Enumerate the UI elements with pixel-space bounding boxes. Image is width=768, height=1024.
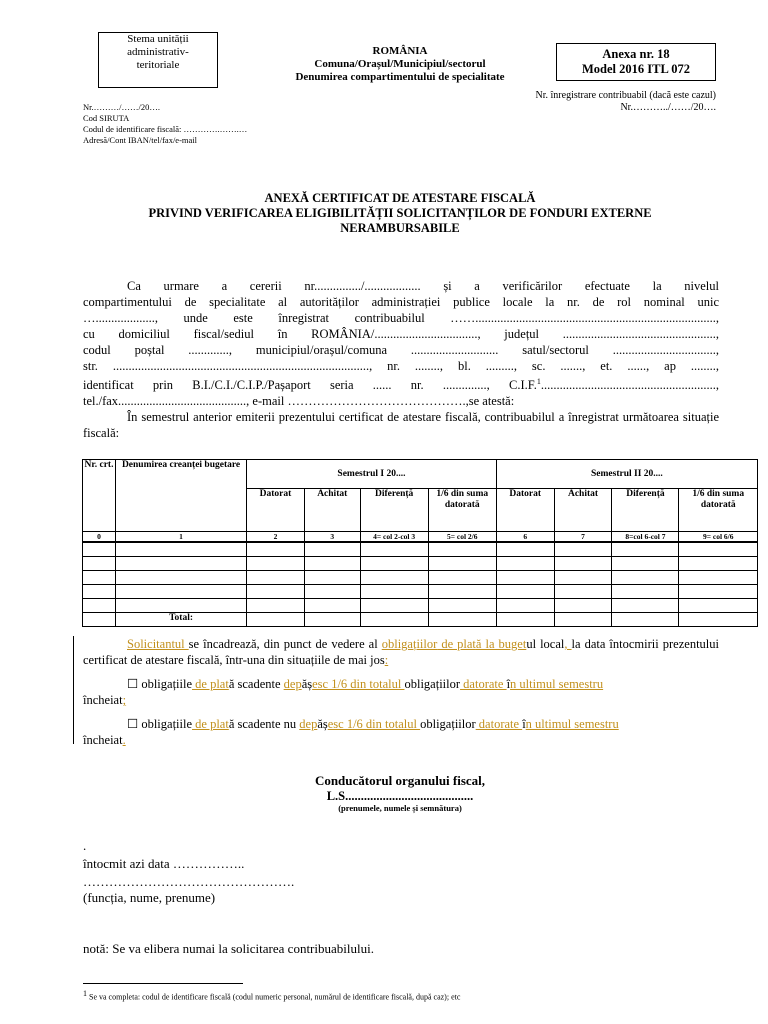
col-achitat: Achitat	[304, 489, 360, 532]
footnote-number: 1	[83, 989, 87, 998]
signature-block	[250, 773, 550, 814]
col-sixth: 1/6 din suma datorată	[428, 489, 496, 532]
body-line: cu domiciliul fiscal/sediul în ROMÂNIA/................................., județul .................................................,	[83, 327, 719, 341]
index-cell: 0	[83, 532, 116, 543]
title-line: ANEXĂ CERTIFICAT DE ATESTARE FISCALĂ	[264, 191, 536, 205]
body-line-cif	[83, 374, 719, 393]
col-sixth: 1/6 din suma datorată	[679, 489, 758, 532]
nota-line: notă: Se va elibera numai la solicitarea contribuabilului.	[83, 941, 374, 956]
semester-2-header: Semestrul II 20....	[496, 460, 757, 489]
index-row	[83, 532, 758, 543]
anexa-box	[556, 43, 716, 81]
index-cell: 6	[496, 532, 554, 543]
body-line: codul poștal ............., municipiul/orașul/comuna ............................ satul/sectorul .................................,	[83, 343, 719, 357]
issuer-address: Adresă/Cont IBAN/tel/fax/e-mail	[83, 135, 198, 145]
model-code: Model 2016 ITL 072	[582, 62, 690, 76]
eligibility-statement: Solicitantul se încadrează, din punct de vedere al obligațiilor de plată la bugetul local, la data întocmirii prezentului certificat de atestare fiscală, într-una din situațiile de mai jos:	[83, 637, 719, 667]
country-name: ROMÂNIA	[372, 45, 428, 57]
index-cell: 2	[247, 532, 305, 543]
document-title	[80, 191, 720, 236]
cif-text: identificat prin B.I./C.I./C.I.P./Pașaport seria ...... nr. .............., C.I.F.	[83, 378, 537, 393]
index-cell: 5= col 2/6	[428, 532, 496, 543]
col-datorat: Datorat	[247, 489, 305, 532]
col-denumire: Denumirea creanței bugetare	[116, 460, 247, 532]
index-cell: 9= col 6/6	[679, 532, 758, 543]
footnote	[83, 989, 460, 1003]
col-achitat: Achitat	[554, 489, 612, 532]
signature-note: (prenumele, numele și semnătura)	[338, 803, 462, 813]
signature-title: Conducătorul organului fiscal,	[314, 773, 486, 788]
total-label: Total:	[116, 613, 247, 627]
total-row	[83, 613, 758, 627]
issuer-nr: Nr.………/……/20….	[83, 102, 160, 112]
nr-inregistrare-label: Nr. înregistrare contribuabil (dacă este cazul)	[535, 90, 716, 101]
fiscal-situation-table	[82, 459, 758, 627]
option-exceeds[interactable]: ☐ obligațiile de plată scadente depășesc 1/6 din totalul obligațiilor datorate în ultimul semestru încheiat;	[83, 677, 604, 707]
option-not-exceeds[interactable]: ☐ obligațiile de plată scadente nu depășesc 1/6 din totalul obligațiilor datorate în ultimul semestru încheiat.	[83, 717, 619, 747]
col-nr-crt: Nr. crt.	[83, 460, 116, 532]
anexa-number: Anexa nr. 18	[602, 47, 670, 61]
index-cell: 4= col 2-col 3	[360, 532, 428, 543]
issuer-details	[83, 102, 247, 146]
functia-line: (funcția, nume, prenume)	[83, 890, 216, 905]
table-row	[83, 557, 758, 571]
col-diferenta: Diferență	[360, 489, 428, 532]
body-text	[83, 278, 719, 441]
stema-line: teritoriale	[136, 59, 180, 71]
signature-ls: L.S.........................................	[326, 789, 474, 803]
table-row	[83, 542, 758, 557]
table-row	[83, 599, 758, 613]
stema-line: Stema unității	[127, 33, 189, 45]
comuna-label: Comuna/Orașul/Municipiul/sectorul	[314, 58, 486, 70]
institution-header	[260, 45, 540, 84]
footnote-ref: 1	[536, 377, 541, 386]
intocmit-line: întocmit azi data ……………..	[83, 856, 245, 871]
semester-intro: În semestrul anterior emiterii prezentului certificat de atestare fiscală, contribuabilul a înregistrat următoarea situație fiscală:	[83, 410, 719, 441]
table-row	[83, 585, 758, 599]
semester-1-header: Semestrul I 20....	[247, 460, 497, 489]
footnote-text: Se va completa: codul de identificare fiscală (codul numeric personal, numărul de identificare fiscală, după caz); etc	[87, 992, 461, 1002]
col-datorat: Datorat	[496, 489, 554, 532]
nr-inregistrare	[480, 90, 716, 114]
body-line: str. .................................................................................., nr. ........, bl. ........., sc. ......., et. ......, ap ........,	[83, 359, 719, 373]
title-line: NERAMBURSABILE	[340, 221, 460, 235]
table-row	[83, 571, 758, 585]
bottom-dot: .	[83, 838, 87, 853]
eligibility-section	[83, 636, 719, 756]
cif-dots: ........................................................,	[540, 378, 719, 393]
col-diferenta: Diferență	[612, 489, 679, 532]
nr-inregistrare-value: Nr.………../……/20….	[620, 102, 716, 113]
stema-line: administrativ-	[127, 46, 189, 58]
title-line: PRIVIND VERIFICAREA ELIGIBILITĂȚII SOLICITANȚILOR DE FONDURI EXTERNE	[148, 206, 652, 220]
issuer-cif: Codul de identificare fiscală: ………….…….…	[83, 124, 248, 134]
stema-box	[98, 32, 218, 88]
dots-line: ………………………………………….	[83, 874, 295, 889]
compartiment-label: Denumirea compartimentului de specialitate	[295, 71, 505, 83]
index-cell: 7	[554, 532, 612, 543]
index-cell: 3	[304, 532, 360, 543]
index-cell: 8=col 6-col 7	[612, 532, 679, 543]
revision-bar	[73, 636, 74, 744]
footnote-separator	[83, 983, 243, 984]
index-cell: 1	[116, 532, 247, 543]
body-line: Ca urmare a cererii nr.............../.................. și a verificărilor efectuate la nivelul	[127, 279, 719, 293]
body-line: compartimentului de specialitate al autorităților administrației publice locale la nr. de rol nominal unic	[83, 295, 719, 309]
body-line: …..................., unde este înregistrat contribuabilul …….............................................................................,	[83, 311, 719, 325]
issuer-siruta: Cod SIRUTA	[83, 113, 130, 123]
body-line: tel./fax........................................., e-mail …………………………………….,se atestă:	[83, 394, 515, 409]
